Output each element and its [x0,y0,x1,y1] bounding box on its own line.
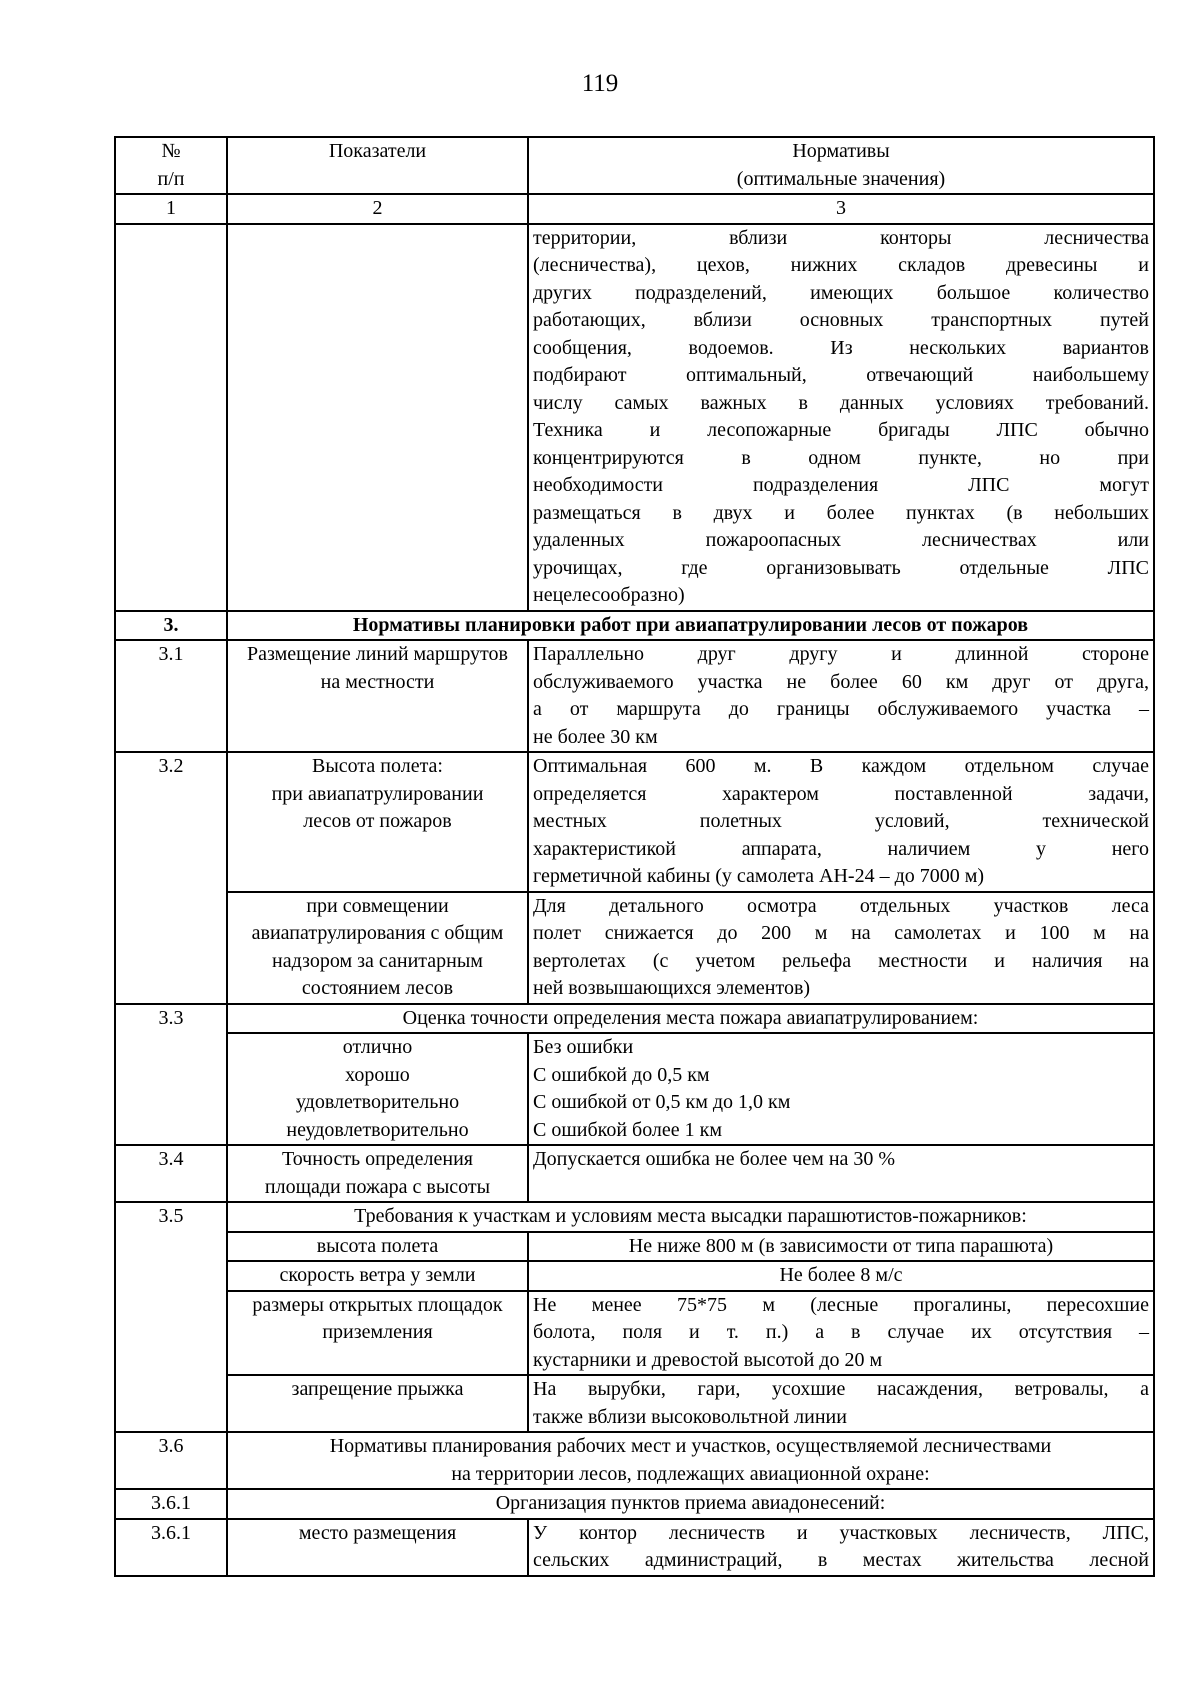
row-3-4-number: 3.4 [115,1145,227,1202]
row-3-1-indicator [227,640,528,752]
grade-value: С ошибкой до 0,5 км [533,1063,710,1086]
text-line: Размещение линий маршрутов [247,643,508,665]
row-3-5-height-label: высота полета [227,1232,528,1262]
grade-value: С ошибкой от 0,5 км до 1,0 км [533,1091,791,1113]
row-3-4 [115,1145,1154,1202]
text-line: сообщения, водоемов. Из нескольких вариантов [533,336,1149,359]
text-line: работающих, вблизи основных транспортных путей [533,309,1149,331]
grade-label: удовлетворительно [295,1091,460,1113]
row-3-4-norm: Допускается ошибка не более чем на 30 % [528,1145,1154,1202]
text-line: необходимости подразделения ЛПС могут [533,474,1149,496]
continuation-text [528,224,1154,611]
text-line: авиапатрулирования с общим [251,922,504,944]
row-3-5-area [115,1291,1154,1376]
text-line: территории, вблизи конторы лесничества [533,226,1149,249]
header-norms-cell [528,137,1154,194]
text-line: обслуживаемого участка не более 60 км друг от друга, [533,670,1149,693]
row-3-5-wind [115,1261,1154,1291]
text-line: других подразделений, имеющих большое количество [533,281,1149,304]
text-line: Оптимальная 600 м. В каждом отдельном случае [533,755,1149,777]
column-number-3: 3 [528,194,1154,224]
row-3-3 [115,1004,1154,1034]
row-3-5-jump [115,1375,1154,1432]
row-3-6-1-location [115,1519,1154,1576]
row-3-5-wind-value: Не более 8 м/с [528,1261,1154,1291]
row-3-5-area-label [227,1291,528,1376]
text-line: Для детального осмотра отдельных участков леса [533,894,1149,917]
row-3-2 [115,752,1154,892]
row-3-2-combined [115,892,1154,1004]
row-3-6-1-title: Организация пунктов приема авиадонесений: [227,1489,1154,1519]
section-3-row [115,611,1154,641]
header-norms-title: Нормативы [792,140,890,162]
header-number-abbr: п/п [157,167,185,190]
row-3-5-title: Требования к участкам и условиям места высадки парашютистов-пожарников: [227,1202,1154,1232]
norms-table [114,136,1155,1577]
row-3-5-area-value [528,1291,1154,1376]
text-line: (лесничества), цехов, нижних складов древесины и [533,254,1149,276]
header-indicators-cell: Показатели [227,137,528,194]
row-3-1 [115,640,1154,752]
text-line: на территории лесов, подлежащих авиационной охране: [451,1462,930,1485]
row-3-2-combined-norm [528,892,1154,1004]
row-3-4-indicator [227,1145,528,1202]
row-3-3-number: 3.3 [115,1004,227,1146]
row-3-6-1-location-number: 3.6.1 [115,1519,227,1576]
row-3-3-grade-list [227,1033,528,1145]
section-3-title: Нормативы планировки работ при авиапатрулировании лесов от пожаров [227,611,1154,641]
header-number-cell [115,137,227,194]
text-line: Параллельно друг другу и длинной стороне [533,643,1149,665]
header-number-sign: № [161,140,181,162]
row-3-5 [115,1202,1154,1232]
row-3-2-combined-indicator [227,892,528,1004]
page-number: 119 [581,70,619,97]
text-line: приземления [322,1321,433,1343]
header-row [115,137,1154,194]
row-3-3-value-list [528,1033,1154,1145]
row-3-6 [115,1432,1154,1489]
text-line: надзором за санитарным [272,949,483,972]
text-line: сельских администраций, в местах жительства лесной [533,1549,1149,1571]
row-3-5-height-value: Не ниже 800 м (в зависимости от типа парашюта) [528,1232,1154,1262]
text-line: У контор лесничеств и участковых лесничеств, ЛПС, [533,1521,1149,1544]
text-line: при совмещении [306,894,449,917]
text-line: а от маршрута до границы обслуживаемого участка – [533,698,1149,720]
row-3-1-norm [528,640,1154,752]
row-3-6-1-number: 3.6.1 [115,1489,227,1519]
row-3-6-number: 3.6 [115,1432,227,1489]
row-3-1-number: 3.1 [115,640,227,752]
row-3-5-wind-label: скорость ветра у земли [227,1261,528,1291]
text-line: характеристикой аппарата, наличием у него [533,837,1149,860]
row-3-6-1 [115,1489,1154,1519]
text-line: площади пожара с высоты [264,1175,491,1198]
row-3-2-norm [528,752,1154,892]
text-line: полет снижается до 200 м на самолетах и 100 м на [533,922,1149,944]
row-3-3-title: Оценка точности определения места пожара авиапатрулированием: [227,1004,1154,1034]
text-line: Не менее 75*75 м (лесные прогалины, пересохшие [533,1293,1149,1316]
text-line: лесов от пожаров [303,810,452,832]
text-line: числу самых важных в данных условиях требований. [533,391,1149,414]
text-line: не более 30 км [533,725,658,748]
row-3-2-number: 3.2 [115,752,227,1004]
text-line: урочищах, где организовывать отдельные ЛПС [533,556,1149,579]
text-line: нецелесообразно) [533,584,685,606]
continuation-row [115,224,1154,611]
column-number-1: 1 [115,194,227,224]
row-3-6-1-location-label: место размещения [227,1519,528,1576]
text-line: Нормативы планирования рабочих мест и участков, осуществляемой лесничествами [329,1435,1052,1457]
grade-label: неудовлетворительно [286,1118,469,1141]
text-line: герметичной кабины (у самолета АН-24 – до 7000 м) [533,865,985,887]
text-line: ней возвышающихся элементов) [533,977,811,999]
text-line: размеры открытых площадок [252,1293,503,1316]
grade-label: хорошо [345,1063,410,1086]
text-line: размещаться в двух и более пунктах (в небольших [533,501,1149,524]
text-line: также вблизи высоковольтной линии [533,1405,847,1428]
grade-value: С ошибкой более 1 км [533,1118,723,1141]
header-norms-subtitle: (оптимальные значения) [736,167,946,190]
text-line: концентрируются в одном пункте, но при [533,446,1149,469]
column-numbers-row [115,194,1154,224]
empty-number-cell [115,224,227,611]
row-3-6-title [227,1432,1154,1489]
row-3-5-jump-value [528,1375,1154,1432]
text-line: подбирают оптимальный, отвечающий наибольшему [533,364,1149,386]
empty-indicator-cell [227,224,528,611]
text-line: состоянием лесов [301,977,454,999]
row-3-5-number: 3.5 [115,1202,227,1432]
text-line: при авиапатрулировании [271,782,484,805]
text-line: Техника и лесопожарные бригады ЛПС обычно [533,419,1149,441]
section-3-number: 3. [115,611,227,641]
row-3-5-height [115,1232,1154,1262]
text-line: местных полетных условий, технической [533,810,1149,832]
text-line: удаленных пожароопасных лесничествах или [533,529,1149,551]
column-number-2: 2 [227,194,528,224]
text-line: болота, поля и т. п.) а в случае их отсутствия – [533,1321,1149,1343]
grade-label: отлично [342,1036,413,1058]
row-3-2-indicator [227,752,528,892]
row-3-6-1-location-value [528,1519,1154,1576]
text-line: вертолетах (с учетом рельефа местности и наличия на [533,949,1149,972]
row-3-5-jump-label: запрещение прыжка [227,1375,528,1432]
text-line: На вырубки, гари, усохшие насаждения, ветровалы, а [533,1378,1149,1400]
row-3-3-grades [115,1033,1154,1145]
text-line: Точность определения [281,1148,474,1170]
text-line: кустарники и древостой высотой до 20 м [533,1348,883,1371]
text-line: на местности [320,670,435,693]
grade-value: Без ошибки [533,1036,634,1058]
text-line: Высота полета: [312,755,443,777]
text-line: определяется характером поставленной задачи, [533,782,1149,805]
